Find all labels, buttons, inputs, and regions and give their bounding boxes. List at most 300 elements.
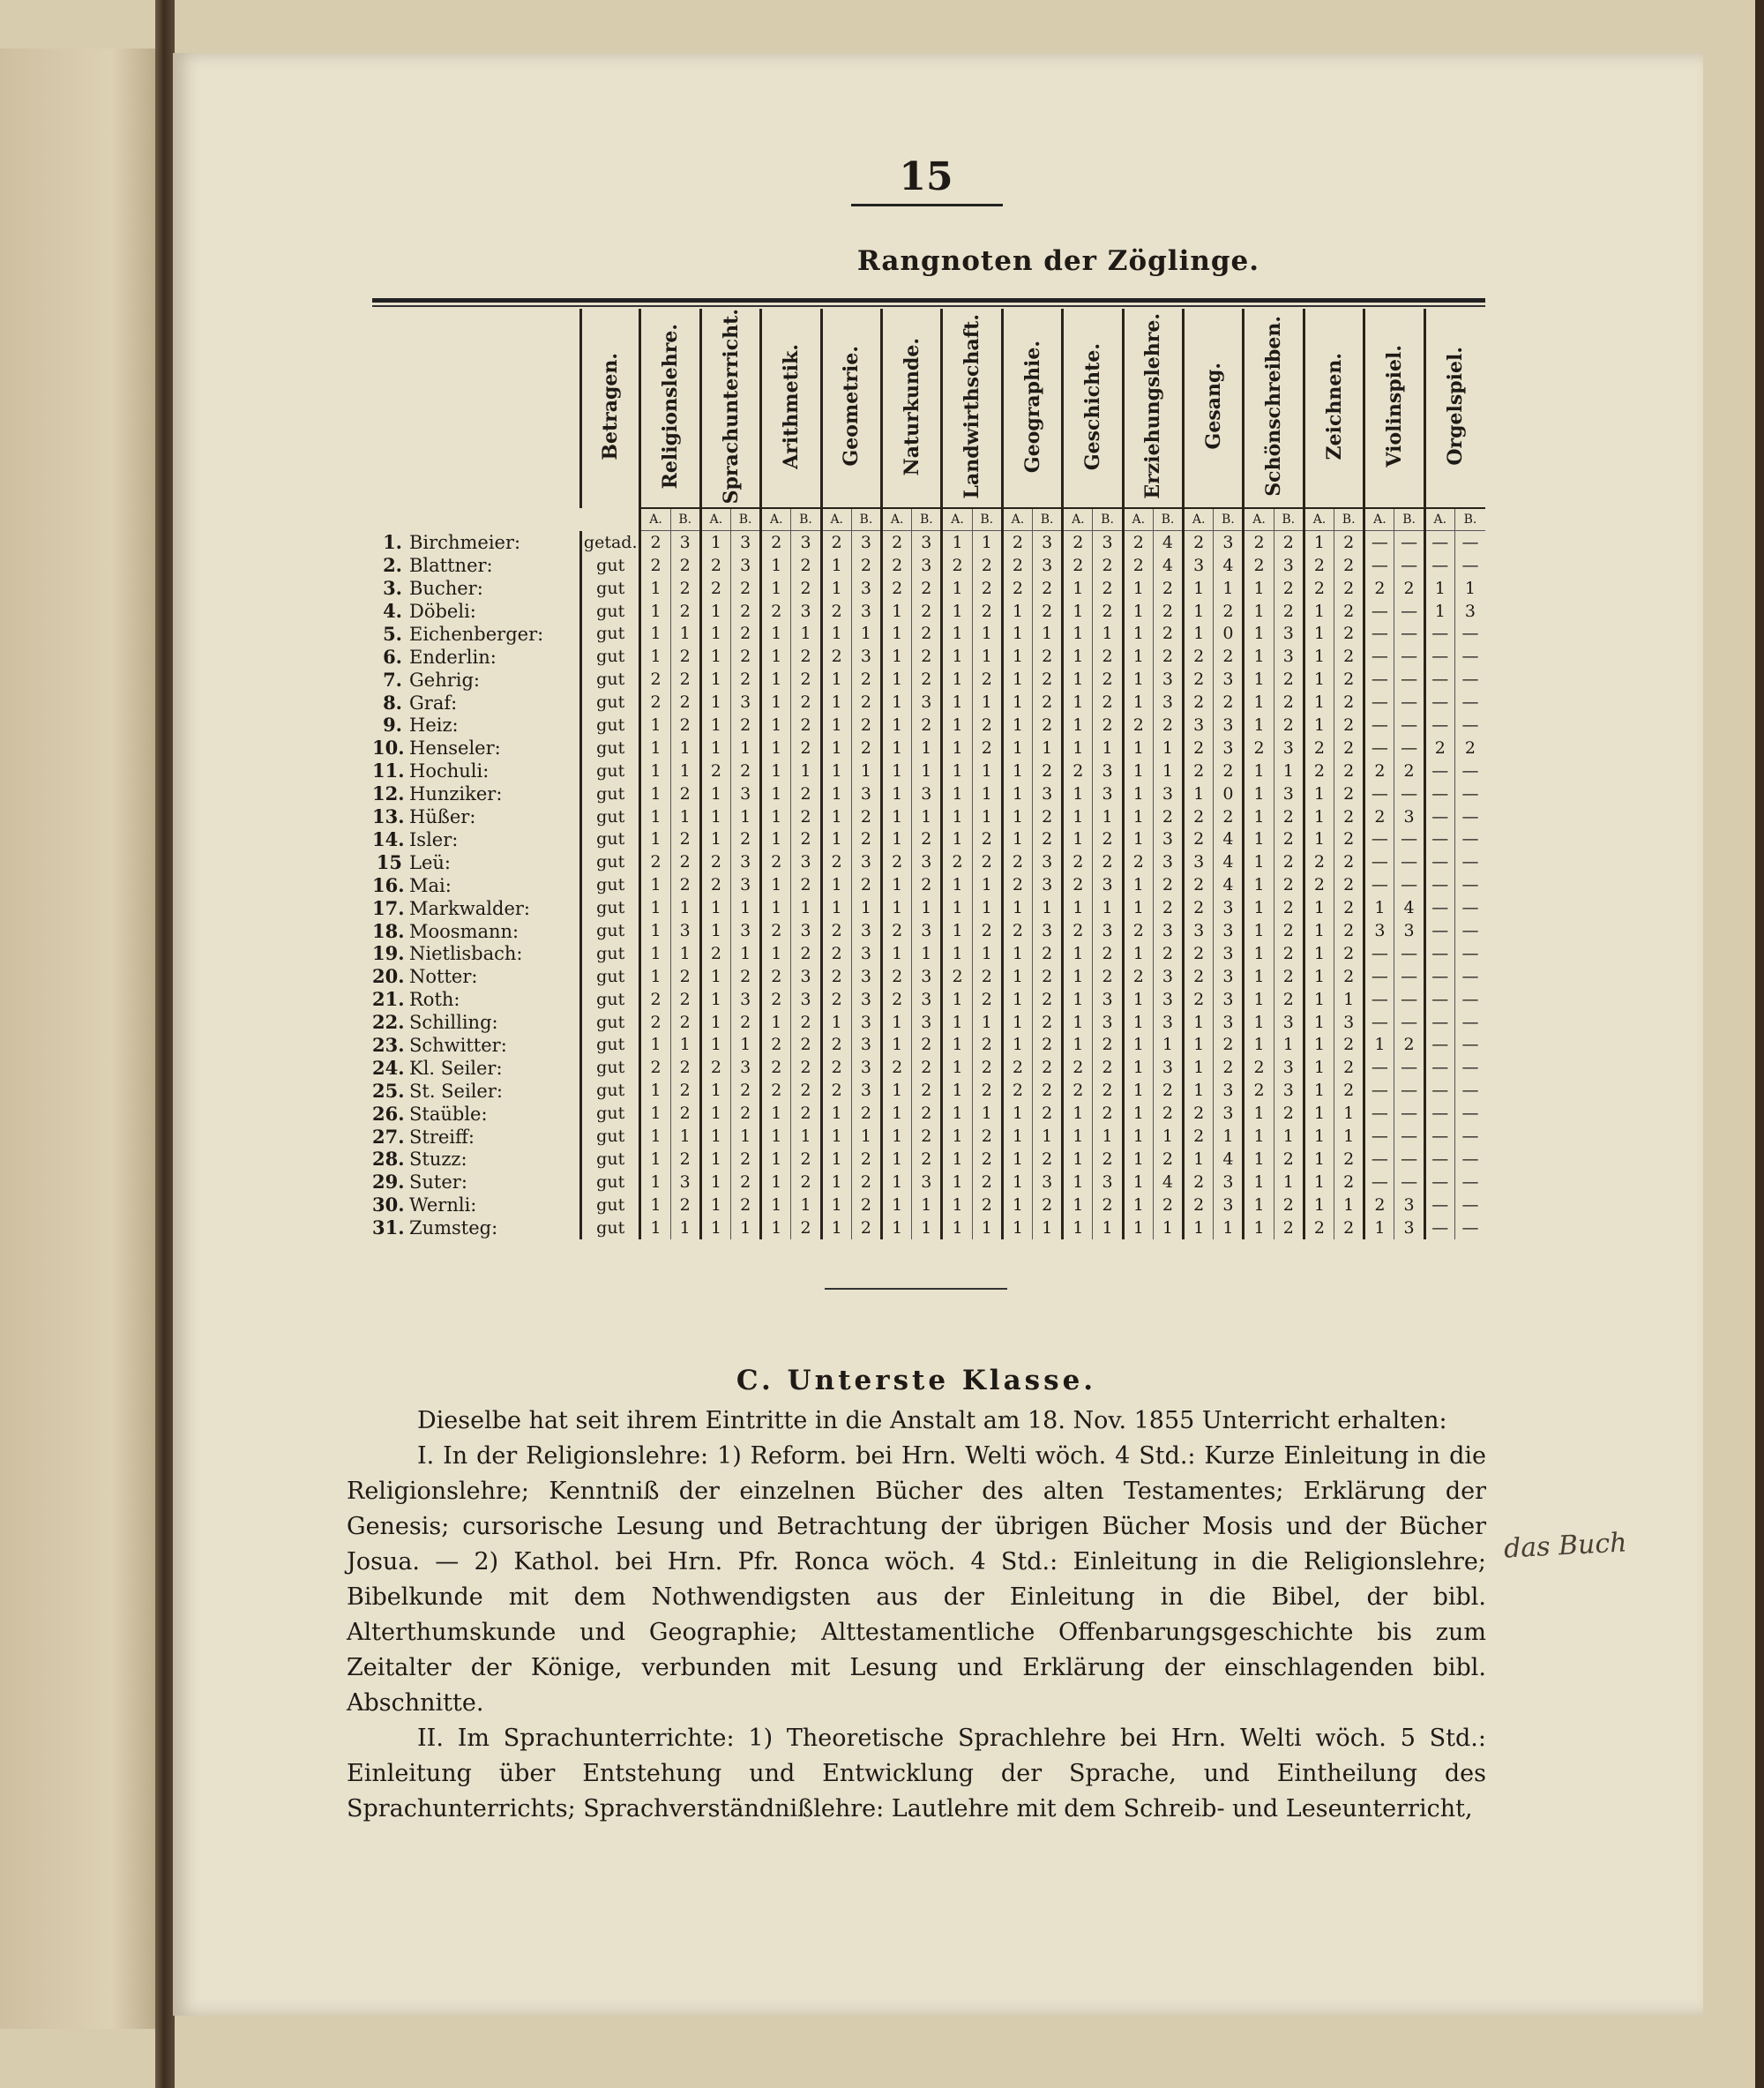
student-name-cell: [372, 1126, 580, 1149]
grade-cell: 1: [972, 782, 1002, 805]
grade-cell: 2: [670, 1194, 700, 1216]
grade-cell: 1: [761, 897, 791, 920]
grade-cell: 2: [851, 692, 881, 715]
student-number: 9.: [383, 714, 402, 737]
grade-cell: 1: [1093, 897, 1123, 920]
grade-cell: 2: [700, 851, 730, 874]
student-name-cell: [372, 1057, 580, 1080]
grade-cell: 1: [942, 669, 972, 692]
grade-cell: 1: [882, 715, 912, 737]
student-row: [372, 1194, 1485, 1216]
sub-b-label: B.: [791, 508, 821, 531]
grade-cell: —: [1394, 942, 1424, 965]
grade-cell: —: [1424, 1103, 1454, 1126]
grade-cell: 2: [791, 1103, 821, 1126]
grade-cell: 1: [1364, 897, 1394, 920]
grade-cell: 3: [851, 1057, 881, 1080]
student-name-cell: [372, 874, 580, 897]
grade-cell: —: [1424, 1126, 1454, 1149]
grade-cell: 3: [912, 965, 942, 988]
grade-cell: 2: [821, 965, 851, 988]
grade-cell: 1: [1002, 828, 1032, 851]
grade-cell: 2: [912, 1148, 942, 1171]
grade-cell: 1: [882, 760, 912, 782]
grade-cell: 2: [1153, 1148, 1183, 1171]
grade-cell: 1: [1063, 1011, 1093, 1034]
grade-cell: 3: [1214, 669, 1244, 692]
subject-header: [1364, 309, 1424, 508]
grade-cell: 2: [1334, 646, 1364, 669]
grade-cell: 3: [1214, 965, 1244, 988]
grade-cell: 3: [1153, 851, 1183, 874]
student-row: [372, 920, 1485, 943]
grade-cell: 2: [670, 646, 700, 669]
grade-cell: 2: [1063, 851, 1093, 874]
student-number: 29.: [372, 1171, 405, 1194]
grade-cell: 3: [851, 1011, 881, 1034]
grade-cell: 1: [1304, 646, 1334, 669]
grade-cell: 2: [1184, 646, 1214, 669]
subject-header-label: Geometrie.: [840, 346, 863, 467]
grade-cell: 1: [640, 646, 670, 669]
grade-cell: 3: [1214, 1011, 1244, 1034]
grade-cell: 3: [851, 782, 881, 805]
grade-cell: —: [1454, 920, 1485, 943]
grade-cell: 1: [821, 874, 851, 897]
grade-cell: 1: [1304, 920, 1334, 943]
grade-cell: 1: [821, 1148, 851, 1171]
conduct-cell: gut: [580, 942, 639, 965]
grade-cell: 2: [640, 1057, 670, 1080]
student-number: 18.: [372, 919, 405, 942]
grade-cell: 2: [1153, 1103, 1183, 1126]
grade-cell: 3: [791, 988, 821, 1011]
grade-cell: 1: [851, 760, 881, 782]
grade-cell: 1: [972, 942, 1002, 965]
grade-cell: 2: [791, 692, 821, 715]
student-number: 6.: [383, 645, 402, 668]
grade-cell: 1: [1424, 600, 1454, 623]
grade-cell: 1: [1123, 874, 1153, 897]
grade-cell: 2: [972, 1148, 1002, 1171]
grade-cell: 1: [1063, 782, 1093, 805]
student-name: Isler:: [409, 828, 459, 850]
conduct-cell: gut: [580, 1034, 639, 1057]
grade-cell: 2: [1093, 669, 1123, 692]
grade-cell: 2: [1244, 1080, 1274, 1103]
grade-cell: 1: [1063, 988, 1093, 1011]
grade-cell: 2: [882, 965, 912, 988]
grade-cell: 2: [1153, 1194, 1183, 1216]
grade-cell: 1: [1244, 828, 1274, 851]
grade-cell: 1: [912, 1216, 942, 1239]
grade-cell: —: [1454, 760, 1485, 782]
grade-cell: 1: [1033, 737, 1063, 760]
conduct-cell: gut: [580, 920, 639, 943]
grade-cell: 1: [700, 965, 730, 988]
handwritten-margin-note: das Buch: [1503, 1527, 1628, 1565]
sub-b-label: B.: [1334, 508, 1364, 531]
grade-cell: 1: [1002, 1011, 1032, 1034]
grade-cell: 4: [1153, 531, 1183, 554]
subject-header-label: Religionslehre.: [659, 324, 683, 490]
sub-a-label: A.: [1364, 508, 1394, 531]
grade-cell: 2: [882, 851, 912, 874]
subject-header-label: Gesang.: [1201, 363, 1225, 450]
subject-header-label: Geschichte.: [1080, 342, 1104, 470]
grade-cell: 2: [670, 715, 700, 737]
grade-cell: 3: [1454, 600, 1485, 623]
grade-cell: 2: [1184, 531, 1214, 554]
grade-cell: 2: [1304, 1216, 1334, 1239]
grade-cell: 2: [1334, 942, 1364, 965]
grade-cell: 1: [882, 600, 912, 623]
grade-cell: 2: [731, 1011, 761, 1034]
grade-cell: 3: [731, 988, 761, 1011]
grade-cell: —: [1424, 1171, 1454, 1194]
grade-cell: 0: [1214, 782, 1244, 805]
grade-cell: 1: [1002, 805, 1032, 828]
grade-cell: 4: [1394, 897, 1424, 920]
grade-cell: 1: [640, 1171, 670, 1194]
grade-cell: 2: [851, 1194, 881, 1216]
grade-cell: 1: [1274, 1126, 1304, 1149]
grade-cell: —: [1364, 942, 1394, 965]
grade-cell: 3: [670, 531, 700, 554]
grade-cell: —: [1364, 1057, 1394, 1080]
grade-cell: 1: [640, 1216, 670, 1239]
grade-cell: 1: [1304, 692, 1334, 715]
grade-cell: —: [1394, 782, 1424, 805]
grade-cell: 1: [640, 874, 670, 897]
grade-cell: 1: [821, 1011, 851, 1034]
grade-cell: 1: [882, 1216, 912, 1239]
grade-cell: 2: [670, 828, 700, 851]
grade-cell: 1: [791, 1126, 821, 1149]
grade-cell: 2: [731, 1080, 761, 1103]
grade-cell: 1: [1184, 1057, 1214, 1080]
grade-cell: 2: [1334, 531, 1364, 554]
grade-cell: 1: [700, 897, 730, 920]
grade-cell: 1: [1123, 1034, 1153, 1057]
student-name: Zumsteg:: [409, 1217, 498, 1239]
grade-cell: 1: [1063, 897, 1093, 920]
subject-header-label: Betragen.: [599, 353, 623, 461]
student-name-cell: [372, 942, 580, 965]
conduct-cell: gut: [580, 623, 639, 646]
student-number: 27.: [372, 1125, 405, 1148]
grade-cell: 1: [640, 1080, 670, 1103]
grade-cell: 2: [912, 623, 942, 646]
grade-cell: 1: [1123, 897, 1153, 920]
grade-cell: 3: [1274, 646, 1304, 669]
grade-cell: 3: [1153, 692, 1183, 715]
grade-cell: 1: [1063, 1034, 1093, 1057]
grade-cell: 1: [761, 715, 791, 737]
grade-cell: —: [1424, 531, 1454, 554]
subject-header: [1123, 309, 1183, 508]
grade-cell: —: [1454, 1148, 1485, 1171]
grade-cell: —: [1394, 1126, 1424, 1149]
grade-cell: 1: [761, 828, 791, 851]
grade-cell: 2: [972, 737, 1002, 760]
grade-cell: 1: [700, 828, 730, 851]
grade-cell: 2: [1244, 554, 1274, 577]
grade-cell: 2: [731, 669, 761, 692]
grade-cell: 1: [821, 1194, 851, 1216]
grade-cell: 1: [1244, 897, 1274, 920]
grade-cell: 1: [1123, 988, 1153, 1011]
grade-cell: 2: [1184, 692, 1214, 715]
grade-cell: 1: [1304, 600, 1334, 623]
conduct-cell: gut: [580, 577, 639, 600]
title-rule-thin: [372, 305, 1485, 307]
grade-cell: 2: [791, 874, 821, 897]
grade-cell: 1: [1244, 715, 1274, 737]
student-name: Markwalder:: [409, 897, 530, 919]
grade-cell: 2: [821, 646, 851, 669]
grade-cell: 3: [1033, 851, 1063, 874]
grade-cell: 1: [1063, 942, 1093, 965]
grade-cell: 1: [882, 805, 912, 828]
grade-cell: 2: [1093, 1034, 1123, 1057]
grade-cell: 1: [761, 554, 791, 577]
grade-cell: 1: [1123, 669, 1153, 692]
grade-cell: 2: [912, 1034, 942, 1057]
grade-cell: 1: [972, 692, 1002, 715]
student-row: [372, 669, 1485, 692]
grade-cell: —: [1364, 623, 1394, 646]
grade-cell: 2: [1153, 715, 1183, 737]
grade-cell: 2: [1033, 988, 1063, 1011]
student-name-cell: [372, 897, 580, 920]
grade-cell: 1: [1244, 988, 1274, 1011]
grade-cell: 2: [670, 692, 700, 715]
grade-cell: 3: [912, 554, 942, 577]
grade-cell: 1: [791, 623, 821, 646]
grade-cell: 2: [1184, 1194, 1214, 1216]
grade-cell: 2: [670, 1011, 700, 1034]
grade-cell: 1: [942, 897, 972, 920]
grade-cell: 1: [731, 1216, 761, 1239]
student-name-cell: [372, 805, 580, 828]
grade-cell: 1: [1002, 942, 1032, 965]
grade-cell: 2: [1093, 1057, 1123, 1080]
grade-cell: 2: [1002, 577, 1032, 600]
grade-cell: 3: [1274, 1011, 1304, 1034]
grade-cell: 1: [1123, 1057, 1153, 1080]
grade-cell: 2: [640, 692, 670, 715]
grade-cell: 1: [1184, 1080, 1214, 1103]
grade-cell: 2: [851, 874, 881, 897]
student-name-cell: [372, 1103, 580, 1126]
subject-header: [1184, 309, 1244, 508]
grade-cell: 1: [821, 1126, 851, 1149]
grade-cell: 1: [942, 1011, 972, 1034]
grade-cell: 1: [942, 1194, 972, 1216]
conduct-cell: gut: [580, 1171, 639, 1194]
grade-cell: 1: [1153, 760, 1183, 782]
grade-cell: 1: [1304, 1194, 1334, 1216]
grade-cell: 2: [1214, 760, 1244, 782]
grade-cell: 2: [1334, 669, 1364, 692]
conduct-cell: gut: [580, 760, 639, 782]
grade-cell: 1: [640, 600, 670, 623]
grade-cell: 2: [1214, 1057, 1244, 1080]
grade-cell: 4: [1214, 828, 1244, 851]
grade-cell: 3: [1153, 920, 1183, 943]
grade-cell: 1: [1123, 1171, 1153, 1194]
grade-cell: 1: [761, 692, 791, 715]
grade-cell: 1: [972, 897, 1002, 920]
grade-cell: 2: [1274, 669, 1304, 692]
grade-cell: 1: [882, 897, 912, 920]
grade-cell: 3: [851, 920, 881, 943]
grade-cell: 1: [1123, 577, 1153, 600]
grade-cell: —: [1364, 737, 1394, 760]
student-name-cell: [372, 760, 580, 782]
student-name-cell: [372, 669, 580, 692]
grade-cell: 1: [882, 1034, 912, 1057]
student-number: 19.: [372, 942, 405, 965]
grade-cell: 3: [1184, 554, 1214, 577]
grade-cell: 1: [640, 623, 670, 646]
grade-cell: 1: [1304, 1148, 1334, 1171]
student-row: [372, 1103, 1485, 1126]
grade-cell: 1: [1002, 760, 1032, 782]
grade-cell: 1: [1304, 942, 1334, 965]
grade-cell: 1: [700, 715, 730, 737]
grade-cell: 1: [1123, 623, 1153, 646]
grade-cell: 3: [912, 531, 942, 554]
student-number: 3.: [383, 577, 402, 600]
student-name-cell: [372, 851, 580, 874]
grade-cell: 1: [1304, 1057, 1334, 1080]
grade-cell: 2: [700, 1057, 730, 1080]
subject-header-label: Landwirthschaft.: [960, 313, 984, 499]
grade-cell: 3: [731, 554, 761, 577]
grade-cell: 3: [1274, 1080, 1304, 1103]
grade-cell: 1: [640, 760, 670, 782]
grades-body: [372, 531, 1485, 1239]
grade-cell: 1: [1093, 623, 1123, 646]
sub-b-label: B.: [1454, 508, 1485, 531]
conduct-cell: gut: [580, 1103, 639, 1126]
grade-cell: 1: [1244, 1148, 1274, 1171]
grade-cell: 3: [1394, 1216, 1424, 1239]
grade-cell: 2: [1304, 760, 1334, 782]
grade-cell: 2: [1304, 577, 1334, 600]
grade-cell: 2: [1063, 760, 1093, 782]
grade-cell: 2: [1394, 1034, 1424, 1057]
grade-cell: 1: [912, 1194, 942, 1216]
subject-header-label: Schönschreiben.: [1262, 316, 1286, 498]
grade-cell: 2: [1123, 531, 1153, 554]
student-number: 20.: [372, 965, 405, 988]
grade-cell: 1: [821, 623, 851, 646]
grade-cell: 2: [1334, 851, 1364, 874]
grade-cell: 3: [731, 874, 761, 897]
grade-cell: 2: [912, 828, 942, 851]
student-number: 10.: [372, 737, 405, 760]
grade-cell: 3: [1214, 737, 1244, 760]
grade-cell: 1: [1002, 1216, 1032, 1239]
grade-cell: 1: [1244, 1126, 1274, 1149]
grade-cell: 2: [1274, 942, 1304, 965]
grade-cell: 3: [1093, 782, 1123, 805]
grade-cell: 2: [1334, 805, 1364, 828]
grade-cell: —: [1364, 1103, 1394, 1126]
grade-cell: 2: [761, 988, 791, 1011]
sub-b-label: B.: [731, 508, 761, 531]
student-name-cell: [372, 1034, 580, 1057]
student-name-cell: [372, 1011, 580, 1034]
grade-cell: 2: [1334, 577, 1364, 600]
column-header-row: [372, 309, 1485, 508]
student-row: [372, 1057, 1485, 1080]
grade-cell: 2: [1214, 646, 1244, 669]
grade-cell: 2: [1033, 760, 1063, 782]
grade-cell: 1: [821, 1171, 851, 1194]
sub-a-label: A.: [700, 508, 730, 531]
grade-cell: 1: [700, 623, 730, 646]
grade-cell: 3: [1364, 920, 1394, 943]
student-row: [372, 760, 1485, 782]
sub-b-label: B.: [1153, 508, 1183, 531]
grade-cell: 2: [1184, 737, 1214, 760]
grade-cell: 1: [942, 1034, 972, 1057]
grade-cell: 2: [1153, 1080, 1183, 1103]
grade-cell: 2: [761, 920, 791, 943]
grade-cell: 1: [1244, 1194, 1274, 1216]
grade-cell: 2: [1184, 988, 1214, 1011]
grade-cell: 2: [670, 600, 700, 623]
grade-cell: 2: [1063, 531, 1093, 554]
sub-a-label: A.: [1184, 508, 1214, 531]
grade-cell: 1: [761, 1103, 791, 1126]
conduct-cell: gut: [580, 1216, 639, 1239]
section-divider: [825, 1288, 1007, 1290]
conduct-cell: gut: [580, 669, 639, 692]
student-number: 21.: [372, 988, 405, 1011]
grade-cell: 1: [1002, 715, 1032, 737]
grade-cell: 2: [1033, 600, 1063, 623]
grade-cell: 1: [640, 737, 670, 760]
grade-cell: —: [1364, 600, 1394, 623]
conduct-cell: gut: [580, 600, 639, 623]
grade-cell: 1: [1304, 1171, 1334, 1194]
conduct-cell: gut: [580, 715, 639, 737]
subject-header: [1304, 309, 1364, 508]
grade-cell: 2: [1063, 1080, 1093, 1103]
grade-cell: 2: [1334, 1148, 1364, 1171]
grade-cell: 1: [761, 1148, 791, 1171]
grade-cell: 1: [761, 942, 791, 965]
grade-cell: —: [1364, 988, 1394, 1011]
table-title: Rangnoten der Zöglinge.: [856, 245, 1260, 277]
grade-cell: 1: [700, 805, 730, 828]
grade-cell: 3: [1093, 760, 1123, 782]
grade-cell: 1: [791, 897, 821, 920]
grade-cell: 3: [1033, 554, 1063, 577]
grade-cell: 2: [1033, 942, 1063, 965]
grade-cell: 2: [1334, 760, 1364, 782]
grade-cell: 2: [912, 646, 942, 669]
grade-cell: —: [1424, 692, 1454, 715]
grade-cell: 2: [912, 1057, 942, 1080]
student-row: [372, 623, 1485, 646]
grade-cell: 1: [700, 531, 730, 554]
